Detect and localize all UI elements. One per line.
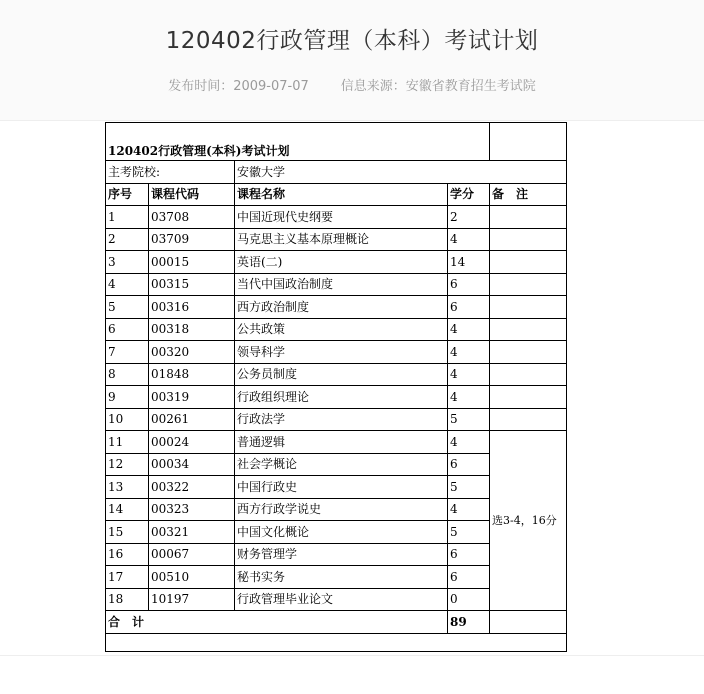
course-name: 西方行政学说史 [235, 498, 448, 521]
course-code: 00024 [149, 431, 235, 454]
footer-empty-cell [106, 633, 567, 651]
course-index: 12 [106, 453, 149, 476]
course-code: 00319 [149, 386, 235, 409]
course-index: 2 [106, 228, 149, 251]
course-code: 00315 [149, 273, 235, 296]
course-name: 英语(二) [235, 251, 448, 274]
total-remark-cell [490, 611, 567, 634]
header-row [106, 183, 567, 206]
table-row [106, 386, 567, 409]
course-index: 10 [106, 408, 149, 431]
article-meta [0, 75, 704, 94]
course-index: 6 [106, 318, 149, 341]
remark-cell [490, 273, 567, 296]
course-name: 行政管理毕业论文 [235, 588, 448, 611]
table-caption: 120402行政管理(本科)考试计划 [106, 123, 490, 161]
course-credits: 5 [448, 521, 490, 544]
header-name: 课程名称 [235, 183, 448, 206]
course-credits: 4 [448, 386, 490, 409]
course-credits: 14 [448, 251, 490, 274]
course-code: 03708 [149, 206, 235, 229]
course-credits: 4 [448, 341, 490, 364]
school-row [106, 161, 567, 184]
course-index: 7 [106, 341, 149, 364]
course-code: 00320 [149, 341, 235, 364]
course-index: 4 [106, 273, 149, 296]
remark-cell [490, 318, 567, 341]
course-index: 9 [106, 386, 149, 409]
table-row [106, 251, 567, 274]
divider-top [0, 120, 704, 121]
course-credits: 5 [448, 408, 490, 431]
remark-cell [490, 341, 567, 364]
course-credits: 4 [448, 228, 490, 251]
course-credits: 0 [448, 588, 490, 611]
course-code: 10197 [149, 588, 235, 611]
course-credits: 4 [448, 431, 490, 454]
exam-plan-table [105, 122, 567, 652]
course-index: 11 [106, 431, 149, 454]
table-footer-row [106, 633, 567, 651]
total-row [106, 611, 567, 634]
course-code: 03709 [149, 228, 235, 251]
table-caption-row [106, 123, 567, 161]
remark-cell [490, 251, 567, 274]
header-code: 课程代码 [149, 183, 235, 206]
course-code: 00322 [149, 476, 235, 499]
table-row [106, 273, 567, 296]
course-index: 17 [106, 566, 149, 589]
header-credits: 学分 [448, 183, 490, 206]
course-name: 行政组织理论 [235, 386, 448, 409]
course-name: 普通逻辑 [235, 431, 448, 454]
course-code: 00261 [149, 408, 235, 431]
course-name: 财务管理学 [235, 543, 448, 566]
course-index: 3 [106, 251, 149, 274]
table-row [106, 318, 567, 341]
table-row [106, 431, 567, 454]
course-index: 14 [106, 498, 149, 521]
course-code: 00034 [149, 453, 235, 476]
course-credits: 2 [448, 206, 490, 229]
course-credits: 5 [448, 476, 490, 499]
course-credits: 6 [448, 543, 490, 566]
course-code: 01848 [149, 363, 235, 386]
course-code: 00015 [149, 251, 235, 274]
table-row [106, 206, 567, 229]
remark-cell [490, 363, 567, 386]
page-title: 120402行政管理（本科）考试计划 [165, 28, 539, 54]
remark-cell [490, 296, 567, 319]
course-name: 公务员制度 [235, 363, 448, 386]
school-label: 主考院校: [106, 161, 235, 184]
course-credits: 6 [448, 453, 490, 476]
course-name: 秘书实务 [235, 566, 448, 589]
course-index: 18 [106, 588, 149, 611]
course-index: 16 [106, 543, 149, 566]
course-code: 00321 [149, 521, 235, 544]
total-credits: 89 [448, 611, 490, 634]
course-code: 00067 [149, 543, 235, 566]
table-row [106, 296, 567, 319]
course-index: 15 [106, 521, 149, 544]
course-name: 中国行政史 [235, 476, 448, 499]
table-row [106, 341, 567, 364]
total-label: 合计 [106, 611, 448, 634]
course-name: 马克思主义基本原理概论 [235, 228, 448, 251]
table-row [106, 408, 567, 431]
course-credits: 4 [448, 363, 490, 386]
course-credits: 6 [448, 296, 490, 319]
school-name: 安徽大学 [235, 161, 567, 184]
course-name: 中国近现代史纲要 [235, 206, 448, 229]
course-code: 00323 [149, 498, 235, 521]
caption-empty-cell [490, 123, 567, 161]
course-name: 领导科学 [235, 341, 448, 364]
course-name: 行政法学 [235, 408, 448, 431]
course-name: 西方政治制度 [235, 296, 448, 319]
divider-bottom [0, 655, 704, 656]
course-index: 8 [106, 363, 149, 386]
table-row [106, 363, 567, 386]
course-name: 社会学概论 [235, 453, 448, 476]
course-name: 公共政策 [235, 318, 448, 341]
header-index: 序号 [106, 183, 149, 206]
remark-cell [490, 206, 567, 229]
course-credits: 6 [448, 566, 490, 589]
course-name: 中国文化概论 [235, 521, 448, 544]
info-source: 信息来源：安徽省教育招生考试院 [340, 79, 536, 94]
table-row [106, 228, 567, 251]
course-index: 5 [106, 296, 149, 319]
remark-cell [490, 228, 567, 251]
course-credits: 6 [448, 273, 490, 296]
header-remark: 备 注 [490, 183, 567, 206]
remark-cell [490, 386, 567, 409]
course-credits: 4 [448, 498, 490, 521]
course-code: 00318 [149, 318, 235, 341]
course-index: 13 [106, 476, 149, 499]
article-header [0, 0, 704, 120]
elective-note: 选3-4，16分 [490, 431, 567, 611]
publish-date: 发布时间：2009-07-07 [168, 79, 309, 94]
course-code: 00316 [149, 296, 235, 319]
remark-cell [490, 408, 567, 431]
course-index: 1 [106, 206, 149, 229]
course-code: 00510 [149, 566, 235, 589]
course-name: 当代中国政治制度 [235, 273, 448, 296]
course-credits: 4 [448, 318, 490, 341]
